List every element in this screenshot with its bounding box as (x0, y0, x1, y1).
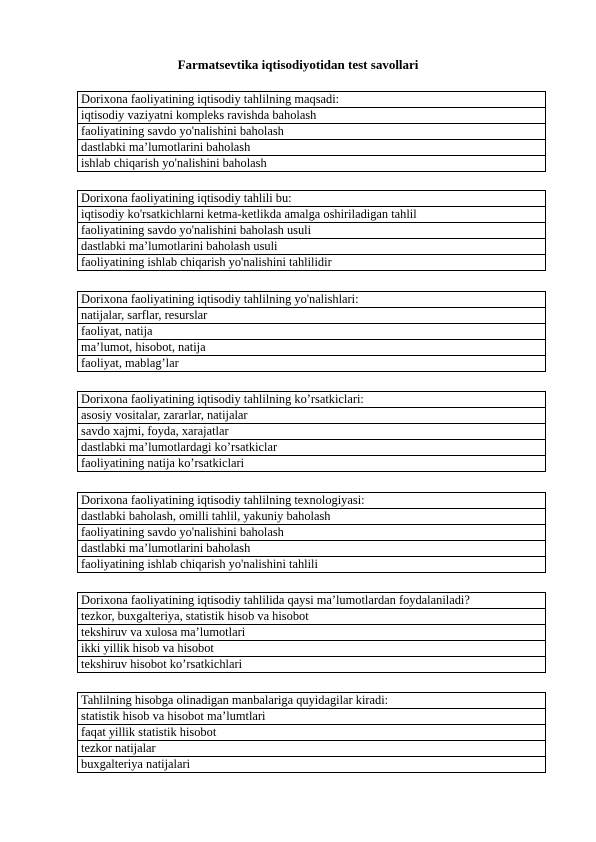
answer-option: ishlab chiqarish yo'nalishini baholash (78, 156, 546, 172)
answer-option: buxgalteriya natijalari (78, 757, 546, 773)
question-text: Dorixona faoliyatining iqtisodiy tahlilning texnologiyasi: (78, 493, 546, 509)
answer-option: savdo xajmi, foyda, xarajatlar (78, 424, 546, 440)
answer-option: asosiy vositalar, zararlar, natijalar (78, 408, 546, 424)
answer-option: faoliyatining savdo yo'nalishini baholash (78, 124, 546, 140)
answer-option: tekshiruv hisobot ko’rsatkichlari (78, 657, 546, 673)
document-title: Farmatsevtika iqtisodiyotidan test savollari (177, 57, 419, 72)
answer-option: faoliyatining savdo yo'nalishini baholash (78, 525, 546, 541)
answer-option: faoliyatining natija ko’rsatkiclari (78, 456, 546, 472)
answer-option: faqat yillik statistik hisobot (78, 725, 546, 741)
answer-option: faoliyatining ishlab chiqarish yo'nalishini tahlilidir (78, 255, 546, 271)
answer-option: faoliyatining savdo yo'nalishini baholash usuli (78, 223, 546, 239)
question-table-1 (77, 91, 546, 172)
answer-option: dastlabki ma’lumotlarini baholash (78, 140, 546, 156)
answer-option: faoliyatining ishlab chiqarish yo'nalishini tahlili (78, 557, 546, 573)
question-table-5 (77, 492, 546, 573)
question-text: Dorixona faoliyatining iqtisodiy tahlilning ko’rsatkiclari: (78, 392, 546, 408)
question-text: Dorixona faoliyatining iqtisodiy tahlili bu: (78, 191, 546, 207)
answer-option: iqtisodiy vaziyatni kompleks ravishda baholash (78, 108, 546, 124)
question-text: Dorixona faoliyatining iqtisodiy tahlilning maqsadi: (78, 92, 546, 108)
question-text: Dorixona faoliyatining iqtisodiy tahlilida qaysi ma’lumotlardan foydalaniladi? (78, 593, 546, 609)
answer-option: dastlabki ma’lumotlardagi ko’rsatkiclar (78, 440, 546, 456)
question-table-6 (77, 592, 546, 673)
question-table-2 (77, 190, 546, 271)
answer-option: statistik hisob va hisobot ma’lumtlari (78, 709, 546, 725)
answer-option: ma’lumot, hisobot, natija (78, 340, 546, 356)
question-table-3 (77, 291, 546, 372)
question-text: Dorixona faoliyatining iqtisodiy tahlilning yo'nalishlari: (78, 292, 546, 308)
answer-option: tezkor, buxgalteriya, statistik hisob va hisobot (78, 609, 546, 625)
answer-option: natijalar, sarflar, resurslar (78, 308, 546, 324)
answer-option: tezkor natijalar (78, 741, 546, 757)
question-text: Tahlilning hisobga olinadigan manbalariga quyidagilar kiradi: (78, 693, 546, 709)
question-table-7 (77, 692, 546, 773)
answer-option: iqtisodiy ko'rsatkichlarni ketma-ketlikda amalga oshiriladigan tahlil (78, 207, 546, 223)
answer-option: dastlabki ma’lumotlarini baholash usuli (78, 239, 546, 255)
answer-option: tekshiruv va xulosa ma’lumotlari (78, 625, 546, 641)
answer-option: dastlabki baholash, omilli tahlil, yakuniy baholash (78, 509, 546, 525)
answer-option: faoliyat, natija (78, 324, 546, 340)
answer-option: dastlabki ma’lumotlarini baholash (78, 541, 546, 557)
answer-option: faoliyat, mablag’lar (78, 356, 546, 372)
question-table-4 (77, 391, 546, 472)
answer-option: ikki yillik hisob va hisobot (78, 641, 546, 657)
